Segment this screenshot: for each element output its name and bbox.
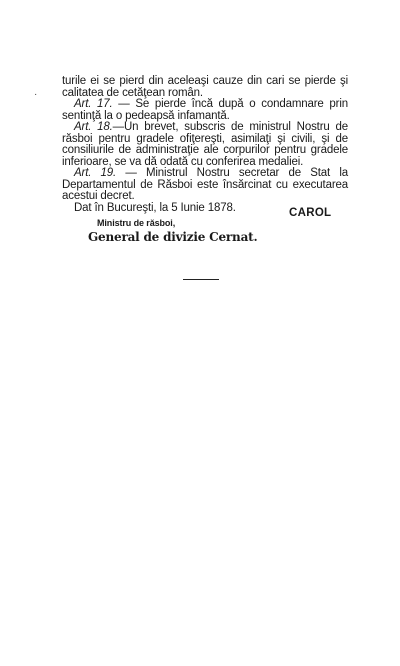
paragraph-art-17: [62, 99, 348, 122]
decree-text: [62, 76, 348, 214]
article-label: Art. 17.: [74, 98, 113, 110]
article-label: Art. 18.: [74, 121, 113, 133]
paragraph-art-18: [62, 122, 348, 168]
paragraph-text: — Se pierde încă după o condamnare prin sentinţă la o pedeapsă infamantă.: [62, 98, 348, 122]
minister-title: Ministru de răsboi,: [97, 218, 176, 228]
margin-mark: ·: [34, 89, 38, 100]
paragraph-text: — Ministrul Nostru secretar de Stat la Departamentul de Răsboi este însărcinat cu executarea acestui decret.: [62, 167, 349, 202]
paragraph-text: turile ei se pierd din aceleaşi cauze din cari se pierde şi calitatea de cetăţean român.: [62, 75, 348, 99]
signature: CAROL: [289, 207, 332, 219]
paragraph-continuation: [62, 76, 348, 99]
paragraph-text: —Un brevet, subscris de ministrul Nostru de răsboi pentru gradele ofiţereşti, asimilaţi şi civili, şi de consiliurile de administraţie ale corpurilor pentru gradele inferioare, se va dă odată cu conferirea medaliei.: [62, 121, 348, 168]
minister-name: General de divizie Cernat.: [88, 230, 258, 244]
end-divider: [183, 279, 219, 280]
paragraph-art-19: [62, 168, 348, 203]
article-label: Art. 19.: [74, 167, 117, 179]
paragraph-text: Dat în Bucureşti, la 5 Iunie 1878.: [74, 201, 236, 214]
